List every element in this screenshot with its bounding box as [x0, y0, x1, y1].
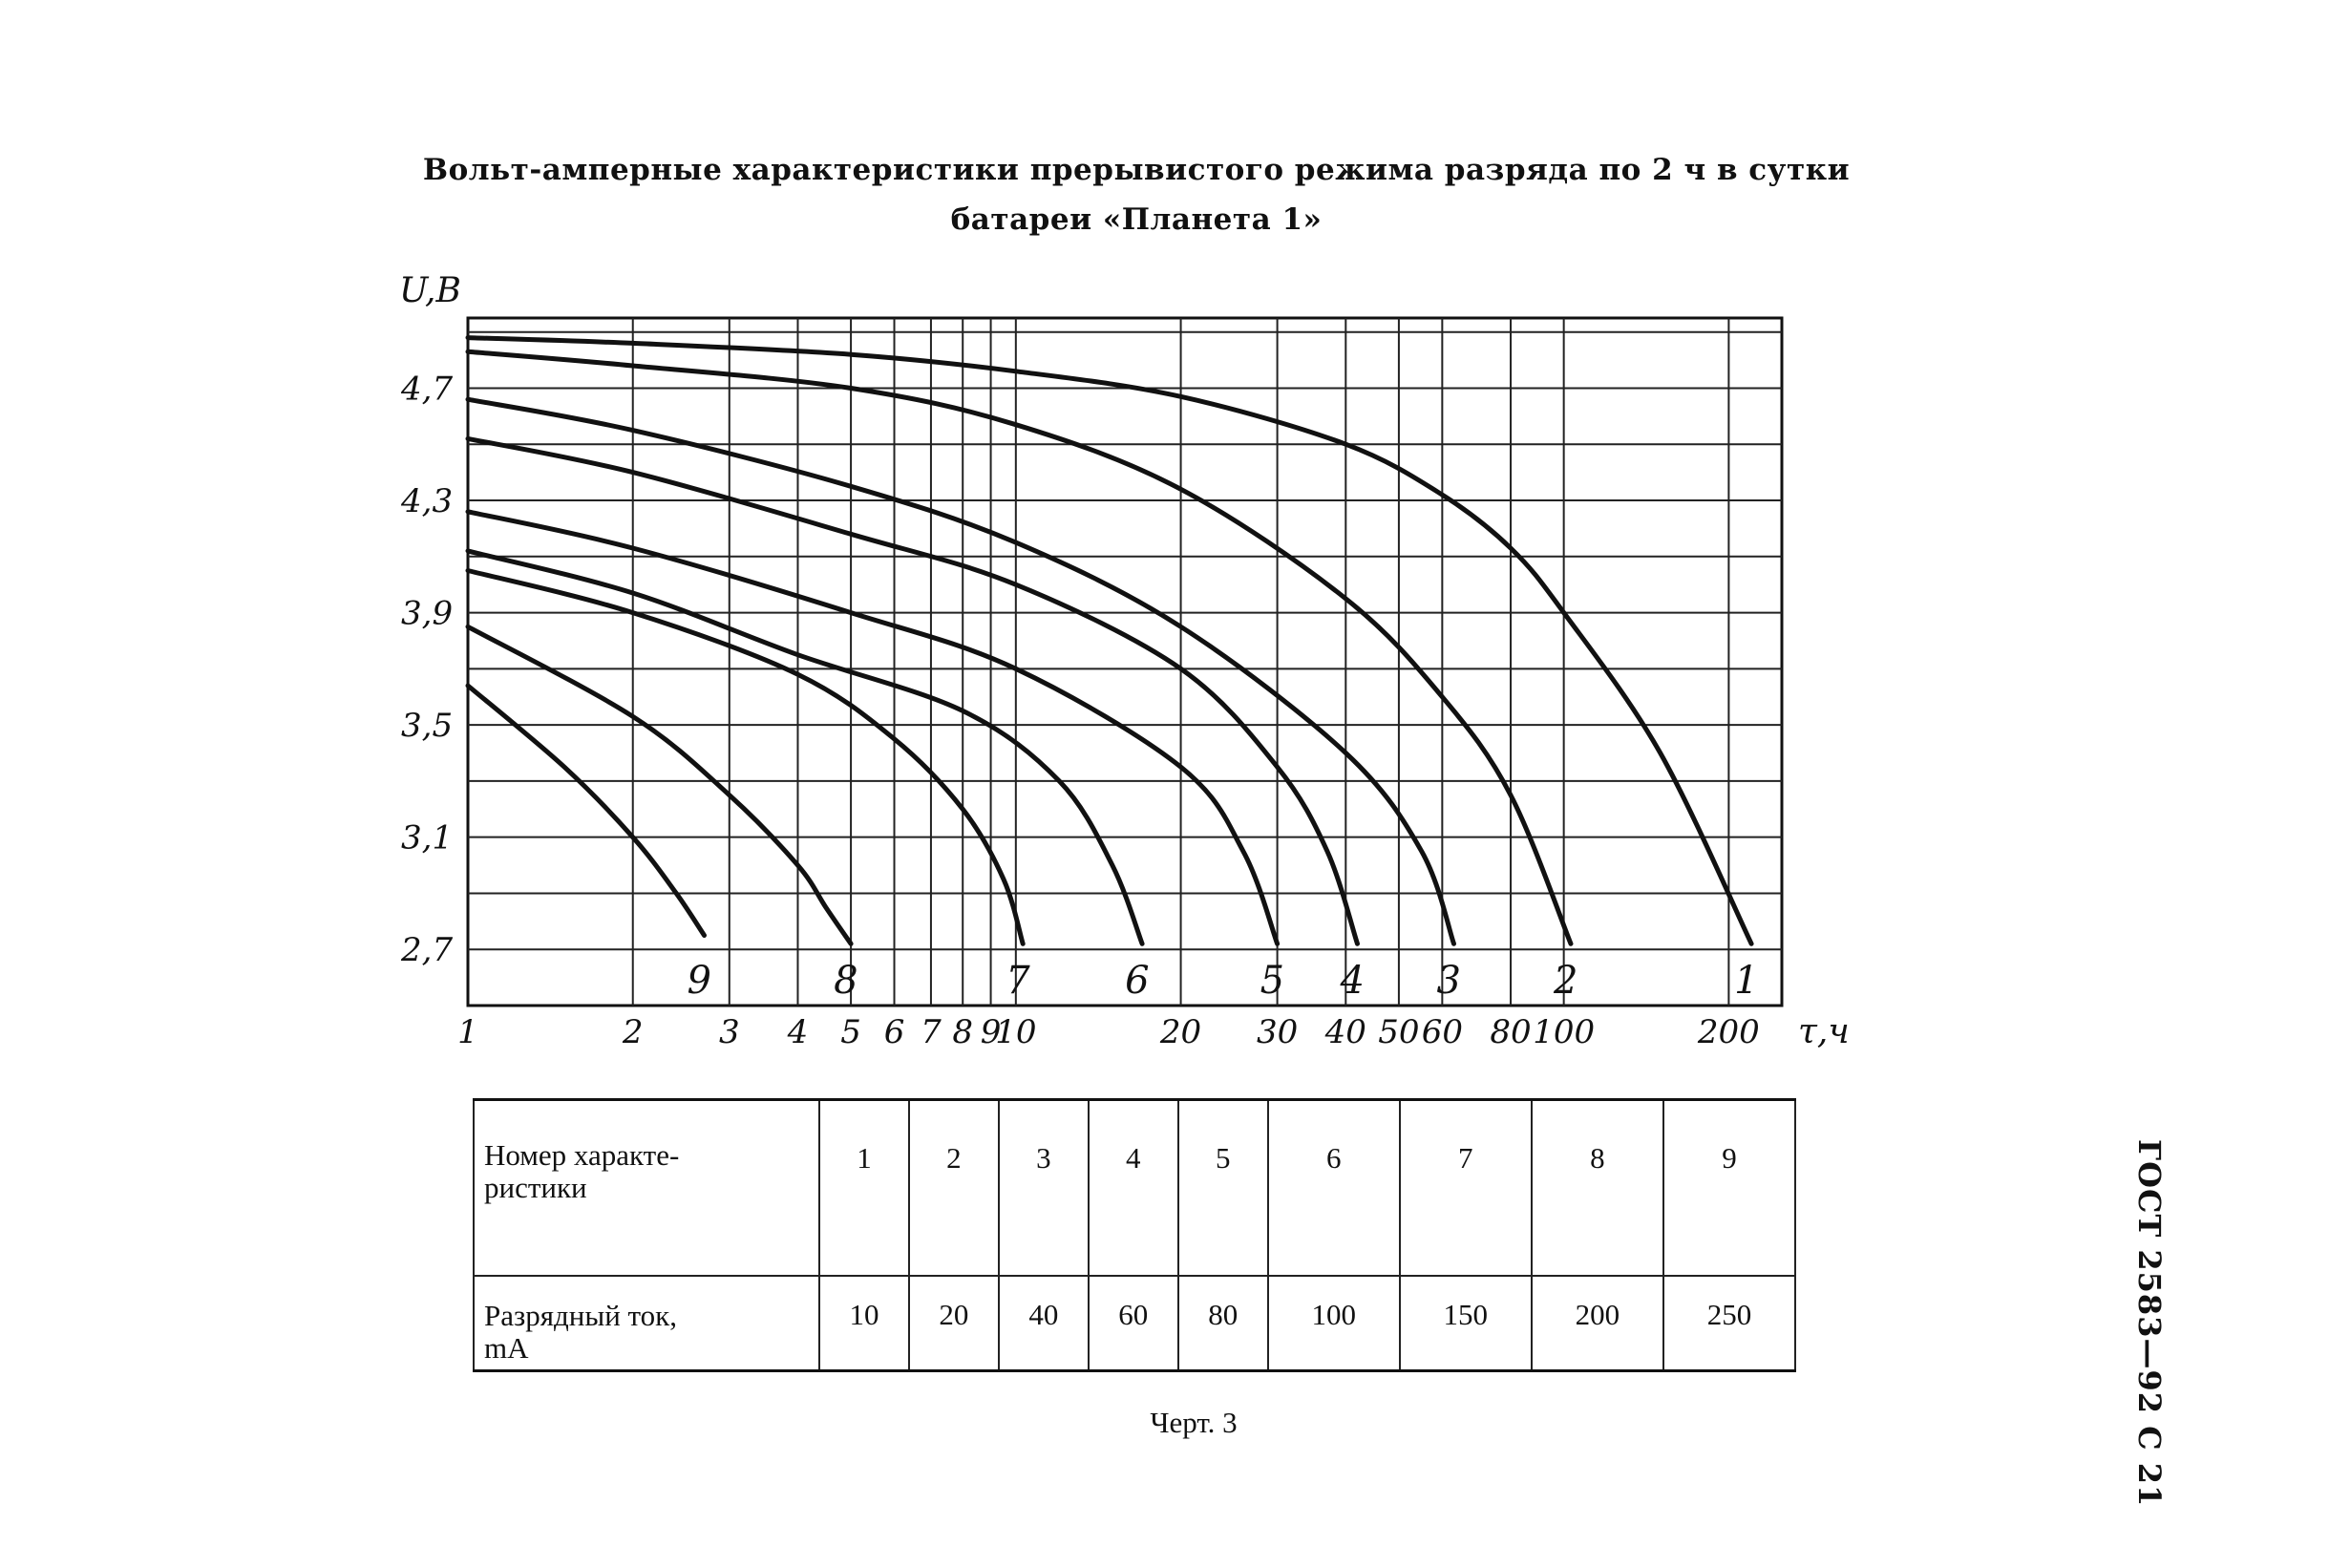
- current-cell: 20: [909, 1276, 999, 1371]
- document-code: ГОСТ 2583—92 С 21: [2131, 1139, 2168, 1508]
- y-tick-label: 4,3: [401, 482, 454, 521]
- x-tick-label: 50: [1378, 1013, 1420, 1051]
- number-cell: 6: [1268, 1100, 1400, 1277]
- x-tick-label: 9: [980, 1013, 1002, 1051]
- curve-3: [468, 399, 1454, 943]
- y-tick-label: 3,5: [401, 707, 454, 746]
- table-row-currents: [474, 1276, 1795, 1371]
- header-label-line1: Номер характе-: [484, 1138, 680, 1172]
- x-tick-label: 3: [718, 1013, 740, 1051]
- curve-9: [468, 686, 705, 936]
- number-cell: 7: [1400, 1100, 1532, 1277]
- number-cell: 4: [1089, 1100, 1178, 1277]
- plot-frame: [468, 318, 1782, 1006]
- x-tick-label: 8: [952, 1013, 974, 1051]
- number-cell: 2: [909, 1100, 999, 1277]
- curve-label-1: 1: [1734, 959, 1759, 1003]
- current-cell: 150: [1400, 1276, 1532, 1371]
- current-cell: 100: [1268, 1276, 1400, 1371]
- x-tick-label: 20: [1159, 1013, 1202, 1051]
- curve-5: [468, 512, 1278, 944]
- x-tick-label: 1: [457, 1013, 478, 1051]
- x-tick-label: 10: [995, 1013, 1037, 1051]
- title-line-2: батареи «Планета 1»: [950, 202, 1323, 237]
- x-tick-label: 4: [787, 1013, 809, 1051]
- header-label-cell: [474, 1100, 819, 1277]
- x-tick-label: 40: [1324, 1013, 1366, 1051]
- y-axis-label: U,B: [399, 271, 461, 310]
- current-label-cell: [474, 1276, 819, 1371]
- header-label-line2: ристики: [484, 1171, 587, 1204]
- current-cell: 80: [1178, 1276, 1268, 1371]
- curve-6: [468, 551, 1142, 943]
- current-cell: 40: [999, 1276, 1089, 1371]
- curve-label-9: 9: [687, 959, 711, 1003]
- current-cell: 10: [819, 1276, 909, 1371]
- vertical-gridlines: [633, 318, 1729, 1006]
- curve-label-6: 6: [1125, 959, 1150, 1003]
- x-tick-label: 100: [1533, 1013, 1596, 1051]
- title-line-1: Вольт-амперные характеристики прерывистого режима разряда по 2 ч в сутки: [422, 153, 1851, 187]
- curve-1: [468, 338, 1751, 944]
- y-tick-label: 2,7: [401, 931, 454, 970]
- y-tick-label: 4,7: [401, 370, 454, 409]
- curve-label-4: 4: [1340, 959, 1365, 1003]
- curve-label-3: 3: [1436, 959, 1461, 1003]
- number-cell: 9: [1663, 1100, 1795, 1277]
- x-tick-labels: [457, 1013, 1760, 1051]
- table-row-numbers: [474, 1100, 1795, 1277]
- y-tick-label: 3,9: [401, 594, 454, 633]
- x-tick-label: 6: [883, 1013, 905, 1051]
- number-cell: 5: [1178, 1100, 1268, 1277]
- characteristic-curves: [468, 338, 1751, 944]
- current-cell: 250: [1663, 1276, 1795, 1371]
- x-tick-label: 200: [1697, 1013, 1760, 1051]
- x-tick-label: 30: [1256, 1013, 1299, 1051]
- number-cell: 1: [819, 1100, 909, 1277]
- y-tick-labels: [400, 370, 453, 969]
- curve-label-8: 8: [834, 959, 858, 1003]
- x-tick-label: 2: [622, 1013, 644, 1051]
- x-axis-label: τ,ч: [1798, 1012, 1850, 1051]
- x-tick-label: 5: [840, 1013, 861, 1051]
- curve-label-5: 5: [1260, 959, 1285, 1003]
- x-tick-label: 80: [1490, 1013, 1532, 1051]
- current-cell: 60: [1089, 1276, 1178, 1371]
- number-cell: 3: [999, 1100, 1089, 1277]
- number-cell: 8: [1532, 1100, 1663, 1277]
- current-cell: 200: [1532, 1276, 1663, 1371]
- x-tick-label: 60: [1421, 1013, 1463, 1051]
- y-tick-label: 3,1: [401, 818, 454, 858]
- curve-label-2: 2: [1554, 959, 1578, 1003]
- curve-label-7: 7: [1006, 959, 1030, 1003]
- curve-number-labels: [688, 959, 1759, 1003]
- current-label-line2: mA: [484, 1331, 529, 1365]
- current-label-line1: Разрядный ток,: [484, 1299, 677, 1332]
- x-tick-label: 7: [921, 1013, 942, 1051]
- characteristics-table: [473, 1098, 1796, 1372]
- figure-caption: Черт. 3: [1150, 1406, 1238, 1439]
